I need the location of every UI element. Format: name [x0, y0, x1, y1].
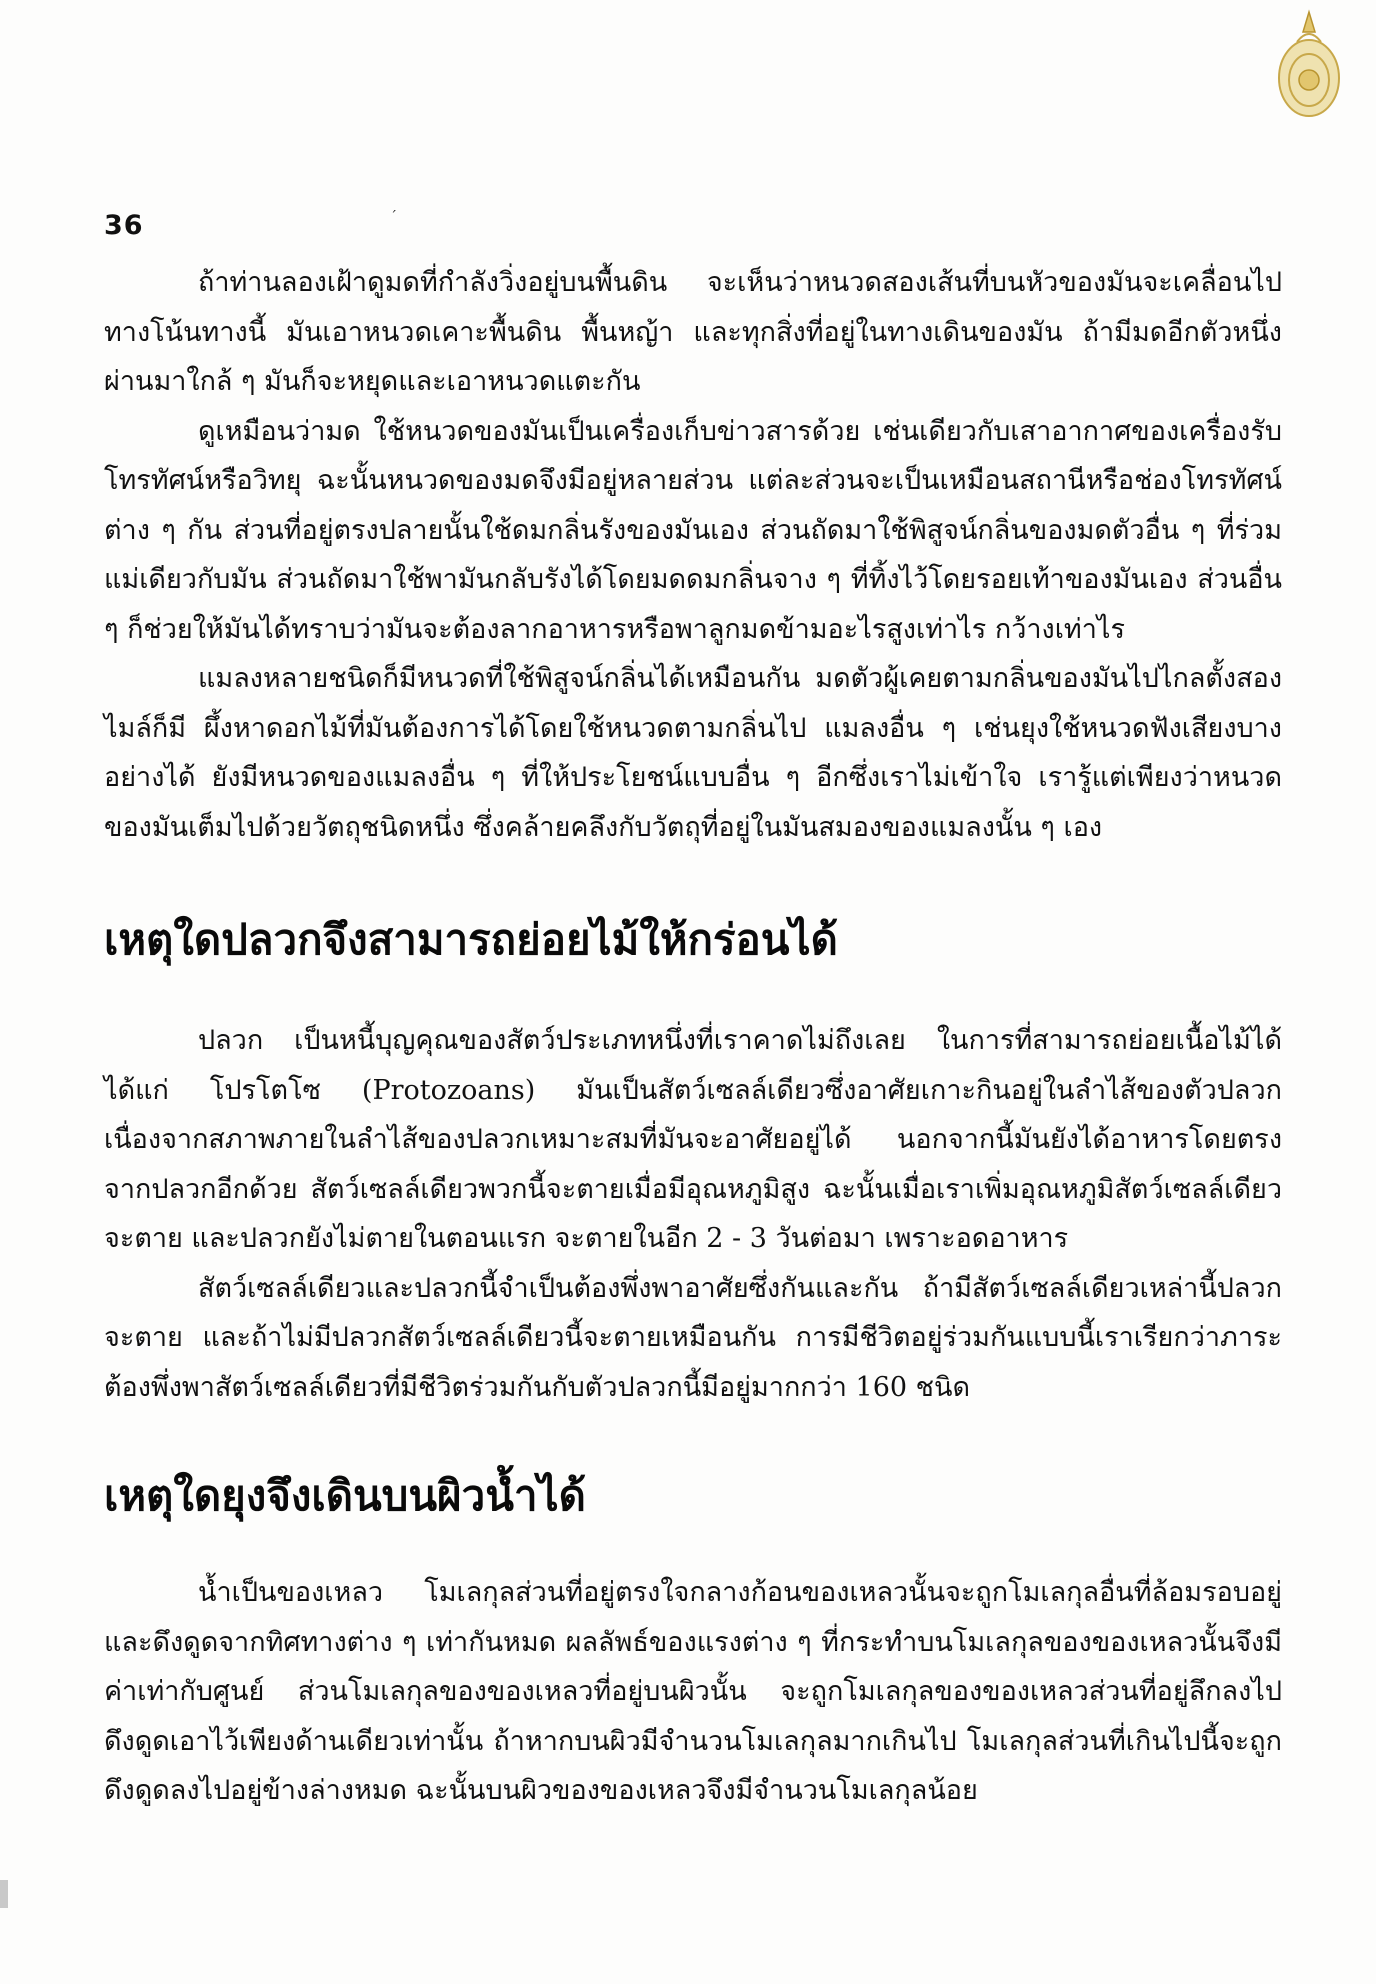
- scan-mark: ´: [390, 209, 397, 225]
- paragraph: สัตว์เซลล์เดียวและปลวกนี้จำเป็นต้องพึ่งพาอาศัยซึ่งกันและกัน ถ้ามีสัตว์เซลล์เดียวเหล่านี้ปลวกจะตาย และถ้าไม่มีปลวกสัตว์เซลล์เดียวนี้จะตายเหมือนกัน การมีชีวิตอยู่ร่วมกันแบบนี้เราเรียกว่าภาระต้องพึ่งพาสัตว์เซลล์เดียวที่มีชีวิตร่วมกันกับตัวปลวกนี้มีอยู่มากกว่า 160 ชนิด: [104, 1272, 1282, 1403]
- page-number: 36: [104, 210, 144, 241]
- paragraph: น้ำเป็นของเหลว โมเลกุลส่วนที่อยู่ตรงใจกลางก้อนของเหลวนั้นจะถูกโมเลกุลอื่นที่ล้อมรอบอยู่และดึงดูดจากทิศทางต่าง ๆ เท่ากันหมด ผลลัพธ์ของแรงต่าง ๆ ที่กระทำบนโมเลกุลของของเหลวนั้นจึงมีค่าเท่ากับศูนย์ ส่วนโมเลกุลของของเหลวที่อยู่บนผิวนั้น จะถูกโมเลกุลของของเหลวส่วนที่อยู่ลึกลงไปดึงดูดเอาไว้เพียงด้านเดียวเท่านั้น ถ้าหากบนผิวมีจำนวนโมเลกุลมากเกินไป โมเลกุลส่วนที่เกินไปนี้จะถูกดึงดูดลงไปอยู่ข้างล่างหมด ฉะนั้นบนผิวของของเหลวจึงมีจำนวนโมเลกุลน้อย: [104, 1577, 1282, 1806]
- page-body: [104, 258, 1282, 1816]
- paragraph: แมลงหลายชนิดก็มีหนวดที่ใช้พิสูจน์กลิ่นได้เหมือนกัน มดตัวผู้เคยตามกลิ่นของมันไปไกลตั้งสองไมล์ก็มี ผึ้งหาดอกไม้ที่มันต้องการได้โดยใช้หนวดตามกลิ่นไป แมลงอื่น ๆ เช่นยุงใช้หนวดฟังเสียงบางอย่างได้ ยังมีหนวดของแมลงอื่น ๆ ที่ให้ประโยชน์แบบอื่น ๆ อีกซึ่งเราไม่เข้าใจ เรารู้แต่เพียงว่าหนวดของมันเต็มไปด้วยวัตถุชนิดหนึ่ง ซึ่งคล้ายคลึงกับวัตถุที่อยู่ในมันสมองของแมลงนั้น ๆ เอง: [104, 663, 1282, 843]
- royal-emblem-icon: [1273, 8, 1345, 124]
- scan-edge-mark: [0, 1880, 8, 1908]
- paragraph: ปลวก เป็นหนี้บุญคุณของสัตว์ประเภทหนึ่งที่เราคาดไม่ถึงเลย ในการที่สามารถย่อยเนื้อไม้ได้ ได้แก่ โปรโตโซ (Protozoans) มันเป็นสัตว์เซลล์เดียวซึ่งอาศัยเกาะกินอยู่ในลำไส้ของตัวปลวก เนื่องจากสภาพภายในลำไส้ของปลวกเหมาะสมที่มันจะอาศัยอยู่ได้ นอกจากนี้มันยังได้อาหารโดยตรงจากปลวกอีกด้วย สัตว์เซลล์เดียวพวกนี้จะตายเมื่อมีอุณหภูมิสูง ฉะนั้นเมื่อเราเพิ่มอุณหภูมิสัตว์เซลล์เดียวจะตาย และปลวกยังไม่ตายในตอนแรก จะตายในอีก 2 - 3 วันต่อมา เพราะอดอาหาร: [104, 1025, 1282, 1254]
- paragraph: ถ้าท่านลองเฝ้าดูมดที่กำลังวิ่งอยู่บนพื้นดิน จะเห็นว่าหนวดสองเส้นที่บนหัวของมันจะเคลื่อนไปทางโน้นทางนี้ มันเอาหนวดเคาะพื้นดิน พื้นหญ้า และทุกสิ่งที่อยู่ในทางเดินของมัน ถ้ามีมดอีกตัวหนึ่งผ่านมาใกล้ ๆ มันก็จะหยุดและเอาหนวดแตะกัน: [104, 267, 1282, 397]
- section-heading: เหตุใดปลวกจึงสามารถย่อยไม้ให้กร่อนได้: [104, 915, 838, 964]
- section-heading: เหตุใดยุงจึงเดินบนผิวน้ำได้: [104, 1471, 586, 1520]
- paragraph: ดูเหมือนว่ามด ใช้หนวดของมันเป็นเครื่องเก็บข่าวสารด้วย เช่นเดียวกับเสาอากาศของเครื่องรับโทรทัศน์หรือวิทยุ ฉะนั้นหนวดของมดจึงมีอยู่หลายส่วน แต่ละส่วนจะเป็นเหมือนสถานีหรือช่องโทรทัศน์ต่าง ๆ กัน ส่วนที่อยู่ตรงปลายนั้นใช้ดมกลิ่นรังของมันเอง ส่วนถัดมาใช้พิสูจน์กลิ่นของมดตัวอื่น ๆ ที่ร่วมแม่เดียวกับมัน ส่วนถัดมาใช้พามันกลับรังได้โดยมดดมกลิ่นจาง ๆ ที่ทิ้งไว้โดยรอยเท้าของมันเอง ส่วนอื่น ๆ ก็ช่วยให้มันได้ทราบว่ามันจะต้องลากอาหารหรือพาลูกมดข้ามอะไรสูงเท่าไร กว้างเท่าไร: [104, 415, 1282, 645]
